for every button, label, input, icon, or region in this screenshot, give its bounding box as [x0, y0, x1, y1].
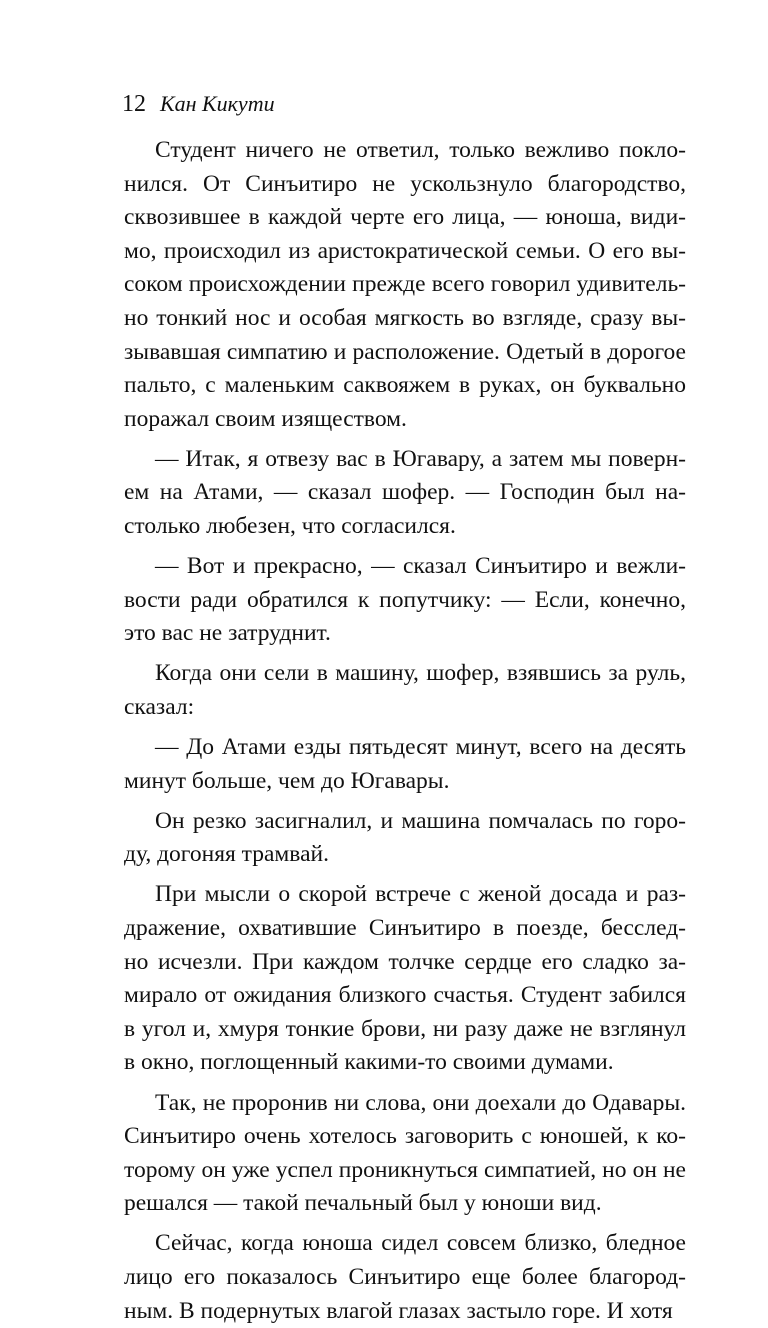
text-line: мирало от ожидания близкого счастья. Студент забился — [124, 982, 686, 1009]
text-line: но исчезли. При каждом толчке сердце его сладко за- — [124, 948, 686, 975]
text-line: в окно, поглощенный какими-то своими думами. — [124, 1049, 614, 1076]
text-line: минут больше, чем до Югавары. — [124, 767, 450, 794]
text-line: — До Атами езды пятьдесят минут, всего на десять — [155, 734, 686, 761]
text-line: Синъитиро очень хотелось заговорить с юношей, к ко- — [124, 1123, 686, 1150]
paragraph — [124, 1227, 686, 1328]
text-line: ем на Атами, — сказал шофер. — Господин был на- — [124, 479, 686, 506]
text-line: лицо его показалось Синъитиро еще более благород- — [124, 1264, 686, 1290]
text-line: дражение, охватившие Синъитиро в поезде, бесслед- — [124, 915, 686, 942]
text-line: Студент ничего не ответил, только вежливо покло- — [155, 137, 686, 163]
text-line: ным. В подернутых влагой глазах застыло горе. И хотя — [124, 1297, 673, 1324]
text-line: в угол и, хмуря тонкие брови, ни разу даже не взглянул — [124, 1015, 686, 1042]
text-line: вости ради обратился к попутчику: — Если, конечно, — [124, 586, 686, 613]
text-line: торому он уже успел проникнуться симпатией, но он не — [124, 1156, 686, 1183]
text-line: столько любезен, что согласился. — [124, 513, 456, 540]
text-line: Так, не проронив ни слова, они доехали до Одавары. — [155, 1089, 686, 1116]
page-number: 12 — [122, 91, 146, 117]
text-line: сквозившее в каждой черте его лица, — юноша, види- — [124, 204, 686, 231]
paragraph — [124, 550, 686, 651]
paragraph — [124, 443, 686, 544]
text-line: Сейчас, когда юноша сидел совсем близко, бледное — [155, 1230, 686, 1257]
paragraph — [124, 805, 686, 872]
text-line: поражал своим изяществом. — [124, 405, 407, 432]
paragraph — [124, 878, 686, 1080]
text-line: мо, происходил из аристократической семьи. О его вы- — [124, 237, 686, 264]
text-line: нился. От Синъитиро не ускользнуло благородство, — [124, 170, 686, 197]
text-line: Когда они сели в машину, шофер, взявшись за руль, — [155, 660, 686, 687]
text-line: решался — такой печальный был у юноши вид. — [124, 1190, 602, 1217]
text-line: пальто, с маленьким саквояжем в руках, он буквально — [124, 372, 686, 399]
text-line: это вас не затруднит. — [124, 620, 331, 647]
text-line: зывавшая симпатию и расположение. Одетый в дорогое — [124, 338, 686, 365]
text-line: — Итак, я отвезу вас в Югавару, а затем мы поверн- — [155, 445, 686, 472]
paragraph — [124, 134, 686, 436]
running-head-author: Кан Кикути — [160, 91, 275, 116]
text-line: При мысли о скорой встрече с женой досада и раз- — [155, 881, 686, 908]
text-line: — Вот и прекрасно, — сказал Синъитиро и вежли- — [155, 553, 686, 580]
text-line: сказал: — [124, 694, 195, 720]
text-line: соком происхождении прежде всего говорил удивитель- — [124, 271, 686, 298]
body-text — [124, 134, 686, 1328]
paragraph — [124, 1087, 686, 1221]
text-line: Он резко засигналил, и машина помчалась по горо- — [155, 807, 686, 834]
page-header — [122, 86, 275, 122]
text-line: но тонкий нос и особая мягкость во взгляде, сразу вы- — [124, 304, 686, 331]
text-line: ду, догоняя трамвай. — [124, 841, 329, 868]
paragraph — [124, 731, 686, 798]
paragraph — [124, 657, 686, 724]
